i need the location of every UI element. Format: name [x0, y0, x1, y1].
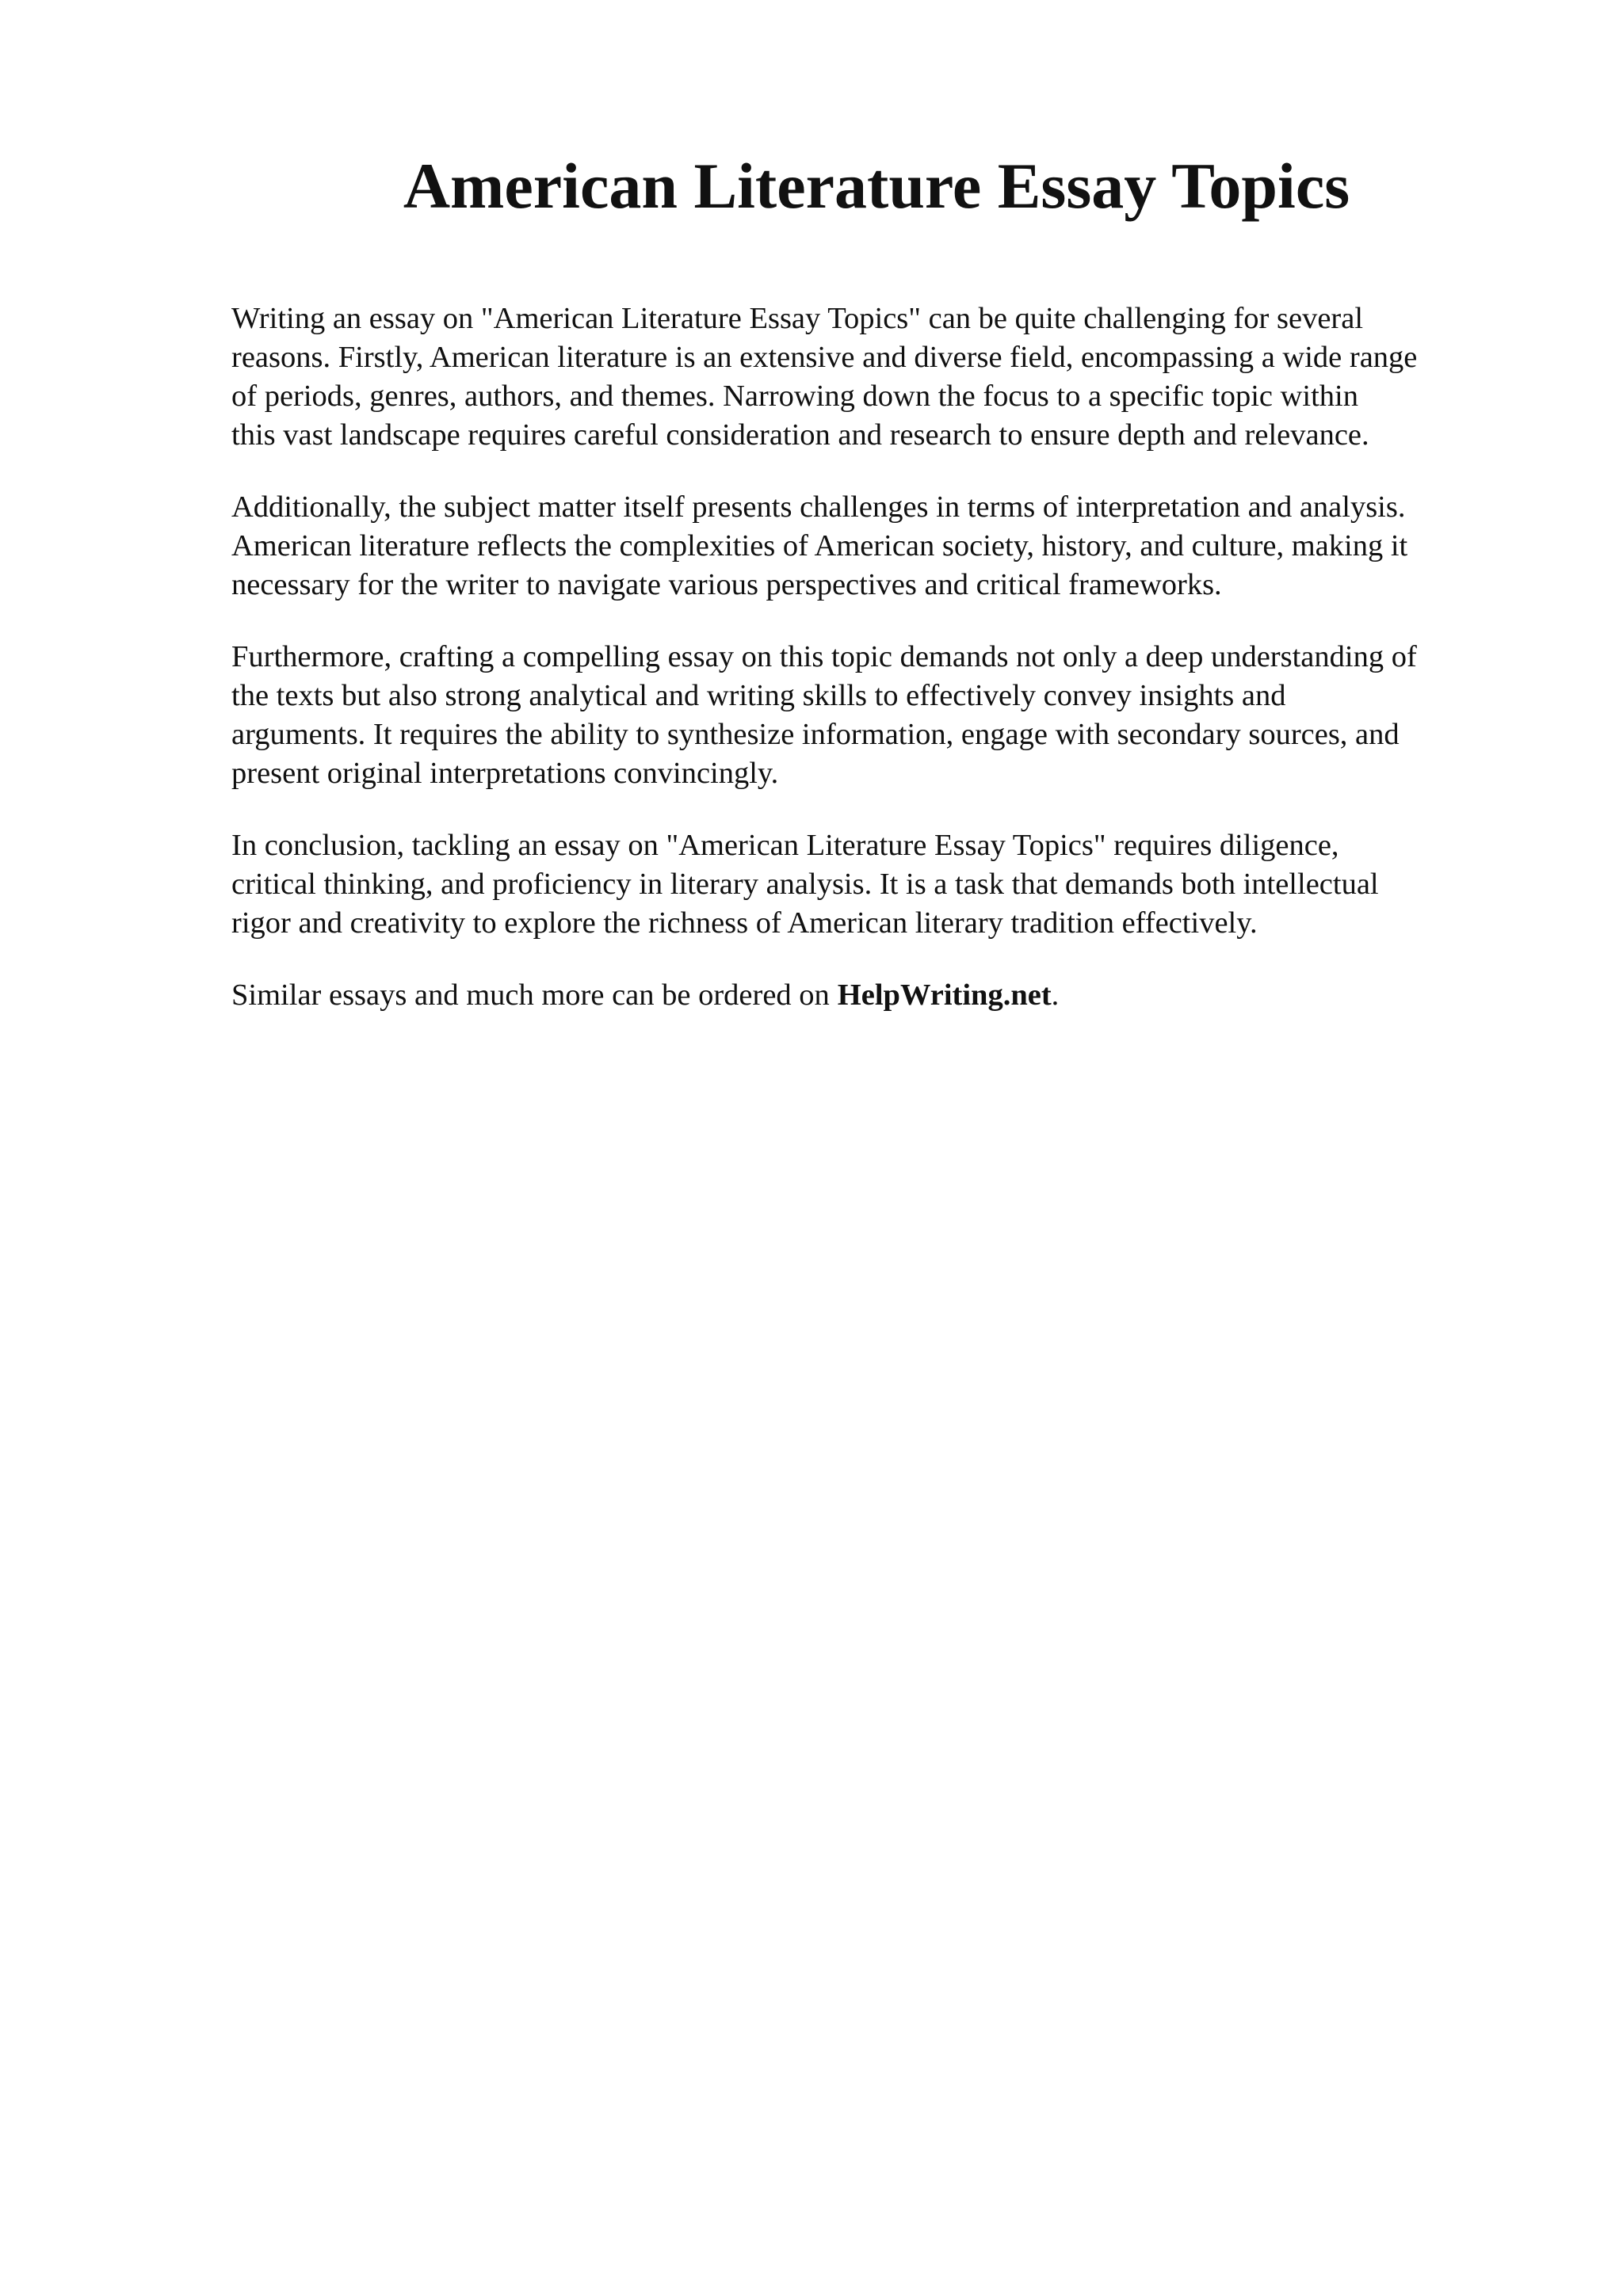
- paragraph-line: Additionally, the subject matter itself presents challenges in terms of interpretation and analysis.: [231, 490, 1406, 524]
- paragraph-line: reasons. Firstly, American literature is an extensive and diverse field, encompassing a wide range: [231, 341, 1418, 374]
- helpwriting-link[interactable]: HelpWriting.net: [837, 978, 1052, 1012]
- paragraph-line: this vast landscape requires careful consideration and research to ensure depth and relevance.: [231, 418, 1369, 452]
- paragraph-3: [231, 638, 1515, 793]
- order-note-suffix: .: [1051, 978, 1060, 1012]
- paragraph-line: the texts but also strong analytical and writing skills to effectively convey insights and: [231, 679, 1286, 712]
- paragraph-line: arguments. It requires the ability to synthesize information, engage with secondary sources, and: [231, 718, 1400, 751]
- paragraph-1: [231, 299, 1515, 455]
- paragraph-line: necessary for the writer to navigate various perspectives and critical frameworks.: [231, 568, 1222, 601]
- order-note-prefix: Similar essays and much more can be ordered on: [231, 978, 830, 1012]
- paragraph-line: present original interpretations convincingly.: [231, 757, 779, 790]
- document-body: [231, 299, 1515, 1015]
- paragraph-2: [231, 488, 1515, 605]
- paragraph-4: [231, 826, 1515, 943]
- document-title: American Literature Essay Topics: [403, 150, 1350, 222]
- paragraph-line: In conclusion, tackling an essay on "American Literature Essay Topics" requires diligence,: [231, 829, 1339, 862]
- paragraph-line: rigor and creativity to explore the richness of American literary tradition effectively.: [231, 906, 1258, 940]
- order-note: [231, 976, 1515, 1015]
- paragraph-line: Furthermore, crafting a compelling essay on this topic demands not only a deep understanding of: [231, 640, 1417, 673]
- paragraph-line: Writing an essay on "American Literature Essay Topics" can be quite challenging for several: [231, 302, 1364, 335]
- paragraph-line: American literature reflects the complexities of American society, history, and culture, making it: [231, 529, 1408, 563]
- paragraph-line: critical thinking, and proficiency in literary analysis. It is a task that demands both intellectual: [231, 868, 1379, 901]
- paragraph-line: of periods, genres, authors, and themes. Narrowing down the focus to a specific topic within: [231, 379, 1358, 413]
